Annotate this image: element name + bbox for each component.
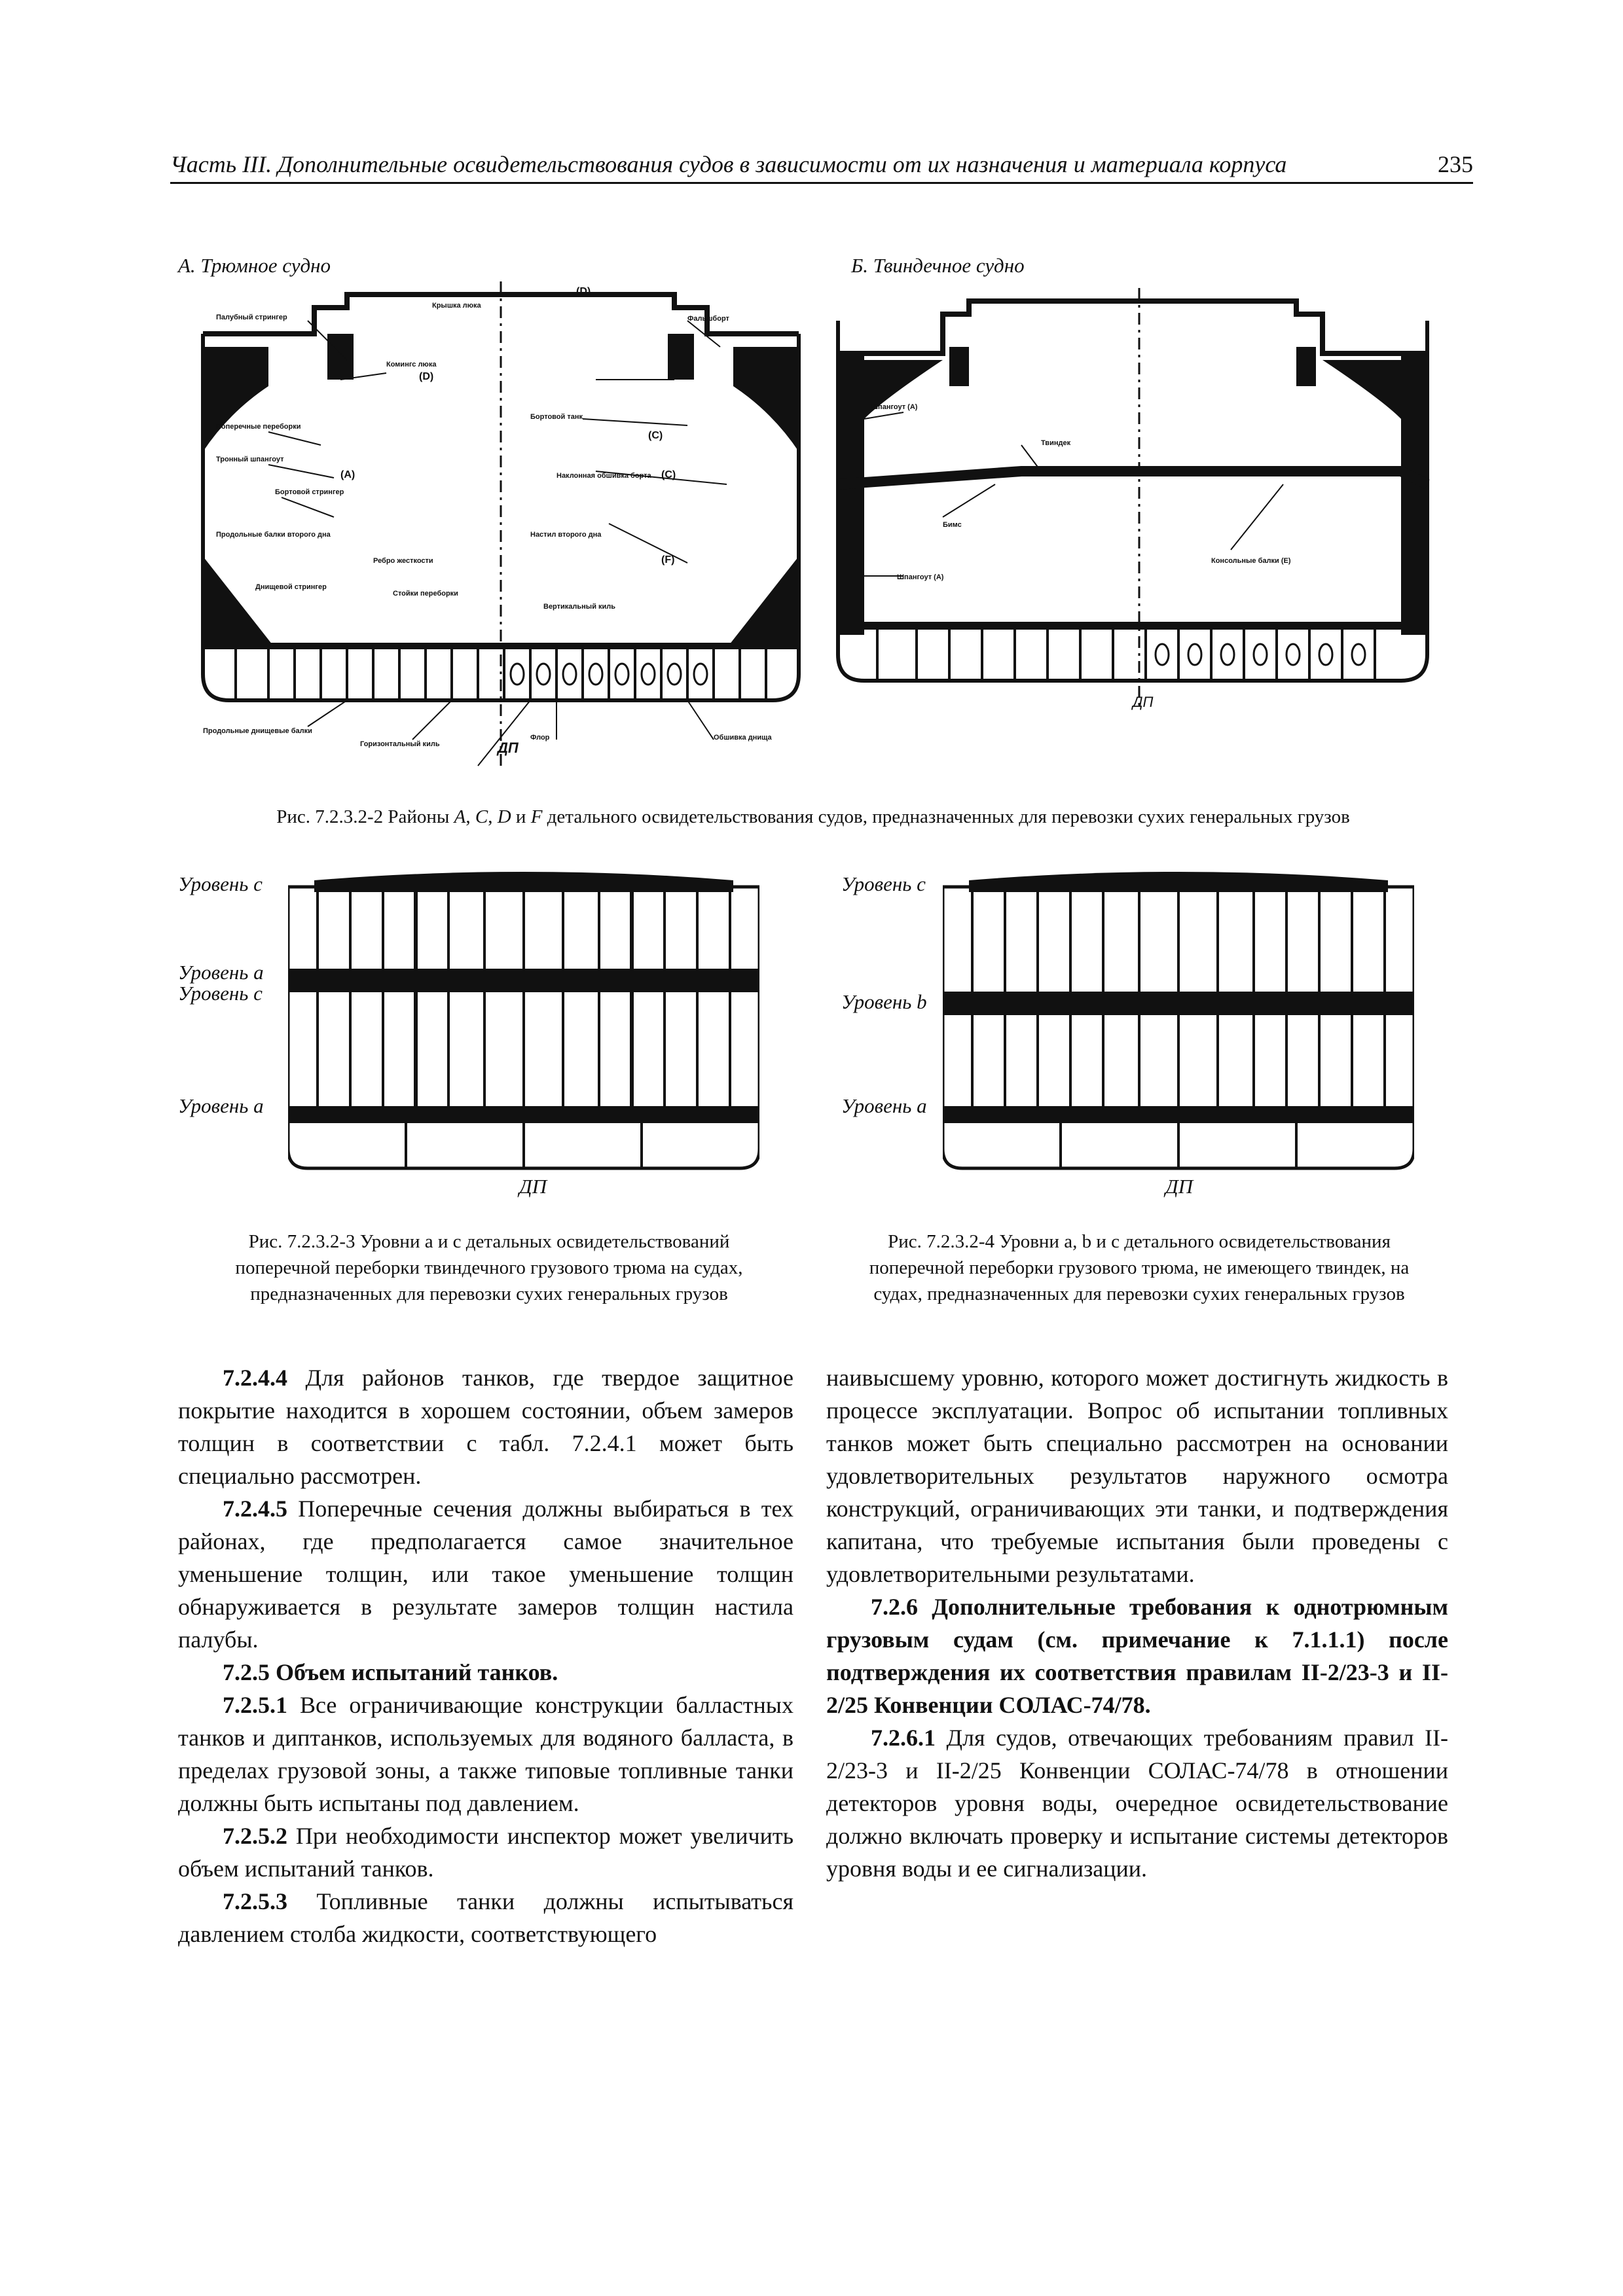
paragraph: 7.2.4.5 Поперечные сечения должны выбираться в тех районах, где предполагается самое значительное уменьшение толщин, или такое уменьшение толщин обнаруживается в результате замеров толщин настила палубы. — [178, 1496, 793, 1653]
fig3-level-c: Уровень c — [841, 872, 926, 895]
paragraph: 7.2.6.1 Для судов, отвечающих требованиям правил II-2/23-3 и II-2/25 Конвенции СОЛАС-74/78 в отношении детекторов уровня воды, очередное освидетельствование должно включать проверку и испытание системы детекторов уровня воды и ее сигнализации. — [826, 1725, 1448, 1882]
figure1-hold-ship-diagram — [190, 281, 818, 779]
section-heading: 7.2.6 Дополнительные требования к однотрюмным грузовым судам (см. примечание к 7.1.1.1) после подтверждения их соответствия правилам II-2/23-3 и II-2/25 Конвенции СОЛАС-74/78. — [826, 1594, 1448, 1718]
fig1-mark-3: (C) — [661, 469, 676, 480]
fig2-level-a-bottom: Уровень a — [178, 1094, 264, 1117]
fig3-level-a: Уровень a — [841, 1094, 927, 1117]
fig1-label-9: Крышка люка — [432, 302, 481, 310]
fig1-label-7: Днищевой стрингер — [255, 583, 327, 591]
fig1-label-15: Вертикальный киль — [543, 603, 616, 611]
fig3-level-b: Уровень b — [841, 990, 927, 1013]
figure3-bulkhead-diagram — [943, 867, 1414, 1175]
figure1-left-title: А. Трюмное судно — [178, 254, 331, 277]
fig1-label-10: Комингс люка — [386, 361, 437, 368]
fig1-mark-0: (D) — [576, 286, 591, 297]
paragraph: 7.2.5.2 При необходимости инспектор может увеличить объем испытаний танков. — [178, 1823, 793, 1882]
figure2-caption: Рис. 7.2.3.2-3 Уровни a и c детальных освидетельствований поперечной переборки твиндечного грузового трюма на судах, предназначенных для перевозки сухих генеральных грузов — [235, 1231, 743, 1304]
fig1-center-mark: ДП — [498, 740, 519, 756]
fig1-label-12: Бортовой танк — [530, 413, 583, 421]
fig1-label-1: Поперечные переборки — [216, 423, 301, 431]
fig1-label-13: Наклонная обшивка борта — [556, 472, 651, 480]
running-header — [170, 143, 1473, 184]
fig1r-label-0: Шпангоут (A) — [871, 403, 918, 411]
fig2-level-a-mid: Уровень a — [178, 961, 264, 984]
fig1-label-8: Продольные днищевые балки — [203, 727, 312, 735]
fig1-label-11: Фальшборт — [687, 315, 729, 323]
fig1-label-16: Флор — [530, 734, 550, 742]
fig1-label-6: Стойки переборки — [393, 590, 458, 598]
figure2-bulkhead-diagram — [288, 867, 759, 1175]
fig1r-label-3: Консольные балки (E) — [1211, 557, 1291, 565]
fig1-mark-2: (C) — [648, 430, 663, 441]
paragraph: 7.2.5.3 Топливные танки должны испытываться давлением столба жидкости, соответствующего — [178, 1888, 793, 1947]
fig1r-label-1: Твиндек — [1041, 439, 1071, 447]
figure1-tweendeck-ship-diagram — [825, 288, 1453, 720]
paragraph: 7.2.5.1 Все ограничивающие конструкции балластных танков и диптанков, используемых для водяного балласта, в пределах грузовой зоны, а также типовые топливные танки должны быть испытаны под давлением. — [178, 1692, 793, 1816]
fig1r-label-2: Бимс — [943, 521, 962, 529]
figure3-center-mark: ДП — [1165, 1175, 1194, 1198]
figure1-caption: Рис. 7.2.3.2-2 Районы A, C, D и F детального освидетельствования судов, предназначенных для перевозки сухих генеральных грузов — [276, 806, 1350, 827]
fig1-mark-4: (A) — [340, 469, 356, 480]
figure2-center-mark: ДП — [519, 1175, 547, 1198]
fig1-label-3: Бортовой стрингер — [275, 488, 344, 496]
paragraph: наивысшему уровню, которого может достигнуть жидкость в процессе эксплуатации. Вопрос об испытании топливных танков может быть специально рассмотрен на основании удовлетворительных результатов наружного осмотра конструкций, ограничивающих эти танки, и подтверждения капитана, что требуемые испытания были проведены с удовлетворительными результатами. — [826, 1365, 1448, 1587]
fig1-mark-5: (F) — [661, 554, 675, 565]
fig1-label-5: Ребро жесткости — [373, 557, 433, 565]
figure3-caption: Рис. 7.2.3.2-4 Уровни a, b и c детального освидетельствования поперечной переборки грузового трюма, не имеющего твиндек, на судах, предназначенных для перевозки сухих генеральных грузов — [869, 1231, 1410, 1304]
fig2-level-c-top: Уровень c — [178, 872, 263, 895]
fig1-label-4: Продольные балки второго дна — [216, 531, 331, 539]
fig2-level-c-mid: Уровень c — [178, 982, 263, 1005]
text-column-right — [826, 1361, 1448, 1885]
section-heading: 7.2.5 Объем испытаний танков. — [223, 1659, 558, 1685]
fig1r-label-4: Шпангоут (A) — [897, 573, 944, 581]
fig1-label-18: Горизонтальный киль — [360, 740, 440, 748]
page-number: 235 — [1438, 151, 1473, 177]
fig1-label-0: Палубный стрингер — [216, 314, 287, 321]
fig1-mark-1: (D) — [419, 371, 434, 382]
fig1-label-17: Обшивка днища — [714, 734, 772, 742]
header-title: Часть III. Дополнительные освидетельствования судов в зависимости от их назначения и материала корпуса — [170, 151, 1287, 177]
fig1r-center-mark: ДП — [1133, 694, 1154, 710]
paragraph: 7.2.4.4 Для районов танков, где твердое защитное покрытие находится в хорошем состоянии, объем замеров толщин в соответствии с табл. 7.2.4.1 может быть специально рассмотрен. — [178, 1365, 793, 1489]
figure1-right-title: Б. Твиндечное судно — [851, 254, 1025, 277]
text-column-left — [178, 1361, 793, 1950]
fig1-label-14: Настил второго дна — [530, 531, 602, 539]
fig1-label-2: Тронный шпангоут — [216, 456, 284, 463]
